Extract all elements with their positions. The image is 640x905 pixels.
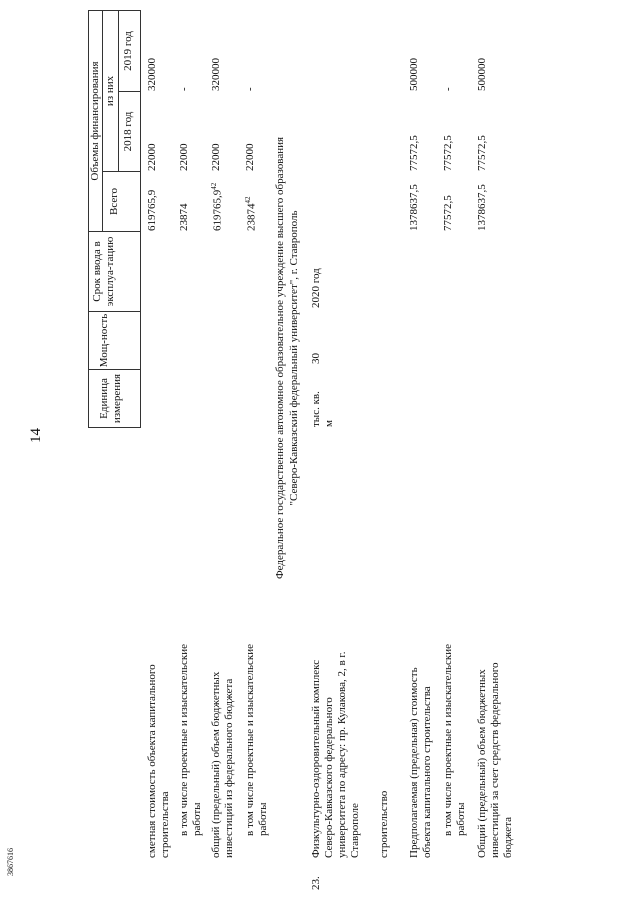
- row-total: 23874$^{42}$: [244, 196, 258, 231]
- item-unit: тыс. кв. м: [310, 391, 335, 427]
- org-title-line-2: "Северо-Кавказский федеральный университет", г. Ставрополь: [288, 210, 300, 506]
- row-2018: 22000: [210, 143, 222, 171]
- row-label: Общий (предельный) объем бюджетных инвестиций за счет средств федерального бюджета: [476, 662, 514, 858]
- row-2019: -: [178, 87, 190, 91]
- row-total: 77572,5: [442, 195, 454, 231]
- col-sep-3: [88, 311, 140, 312]
- row-total: 619765,9$^{42}$: [210, 182, 224, 231]
- header-2019: 2019 год: [122, 31, 134, 71]
- row-total: 23874: [178, 203, 190, 231]
- row-label: Предполагаемая (предельная) стоимость объекта капитального строительства: [408, 667, 433, 858]
- item-capacity: 30: [310, 353, 322, 364]
- header-funding: Объемы финансирования: [89, 61, 101, 181]
- row-label: в том числе проектные и изыскательские работы: [178, 644, 203, 836]
- document-id: 3867616: [6, 848, 15, 876]
- row-total: 1378637,5: [476, 184, 488, 231]
- row-label: в том числе проектные и изыскательские работы: [244, 644, 269, 836]
- funding-rule: [102, 10, 103, 232]
- col-sep-1: [88, 427, 140, 428]
- row-2018: 22000: [178, 143, 190, 171]
- row-2019: 500000: [476, 58, 488, 91]
- construction-label: строительство: [378, 790, 390, 858]
- row-2018: 77572,5: [476, 135, 488, 171]
- header-2018: 2018 год: [122, 111, 134, 152]
- row-label: сметная стоимость объекта капитального строительства: [146, 664, 171, 858]
- row-2019: 320000: [210, 58, 222, 91]
- row-2018: 22000: [146, 143, 158, 171]
- row-2018: 22000: [244, 143, 256, 171]
- org-title-line-1: Федеральное государственное автономное образовательное учреждение высшего образования: [274, 136, 286, 580]
- row-2019: -: [244, 87, 256, 91]
- row-2018: 77572,5: [442, 135, 454, 171]
- row-total: 1378637,5: [408, 184, 420, 231]
- row-2019: -: [442, 87, 454, 91]
- row-label: в том числе проектные и изыскательские работы: [442, 644, 467, 836]
- item-term: 2020 год: [310, 268, 322, 308]
- financing-table: [88, 10, 528, 890]
- header-total: Всего: [108, 188, 120, 215]
- header-bottom-rule: [140, 10, 141, 428]
- item-name: Физкультурно-оздоровительный комплекс Северо-Кавказского федерального университета по адресу: пр. Кулакова, 2, в г. Ставрополе: [310, 651, 361, 858]
- row-2018: 77572,5: [408, 135, 420, 171]
- header-unit: Единица измерения: [98, 373, 123, 424]
- item-number: 23.: [310, 876, 322, 890]
- row-label: общий (предельный) объем бюджетных инвестиций из федерального бюджета: [210, 671, 235, 858]
- header-of-which: из них: [104, 75, 116, 107]
- row-2019: 320000: [146, 58, 158, 91]
- row-total: 619765,9: [146, 189, 158, 231]
- page-number: 14: [28, 428, 44, 443]
- row-2019: 500000: [408, 58, 420, 91]
- header-term: Срок ввода в эксплуа-тацию: [91, 236, 116, 307]
- header-capacity: Мощ-ность: [98, 313, 110, 368]
